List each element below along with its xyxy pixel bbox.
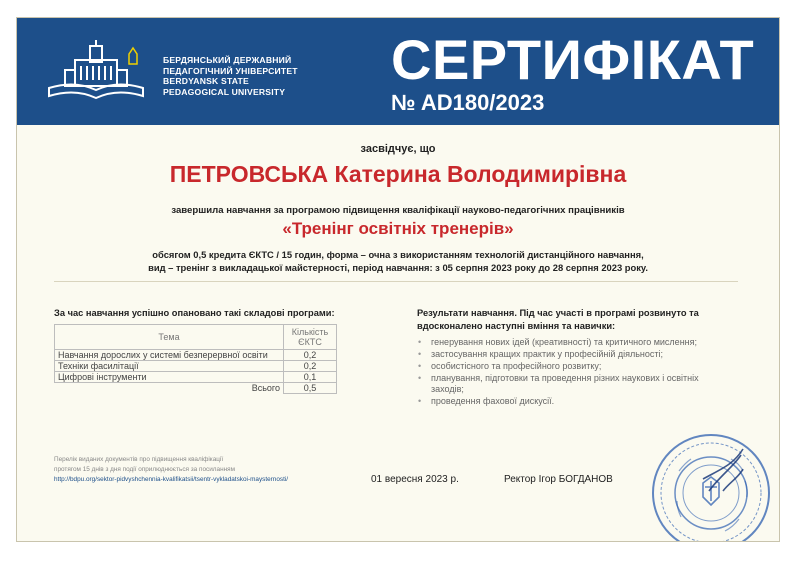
registry-note-line: протягом 15 днів з дня події оприлюднюється за посиланням bbox=[54, 466, 235, 473]
theme-cell: Навчання дорослих у системі безперервної освіти bbox=[55, 350, 284, 361]
theme-cell: Цифрові інструменти bbox=[55, 372, 284, 383]
university-name-line: БЕРДЯНСЬКИЙ ДЕРЖАВНИЙ bbox=[163, 55, 292, 65]
recipient-name: ПЕТРОВСЬКА Катерина Володимирівна bbox=[169, 161, 627, 187]
skills-list bbox=[417, 337, 732, 408]
theme-column-header: Тема bbox=[55, 325, 284, 350]
issue-date: 01 вересня 2023 р. bbox=[371, 474, 459, 485]
certificate-number: № AD180/2023 bbox=[391, 90, 545, 115]
list-item: • генерування нових ідей (креативності) та критичного мислення; bbox=[417, 337, 732, 348]
credits-column-header: Кількість ЄКТС bbox=[284, 325, 337, 350]
table-header-row bbox=[55, 325, 337, 350]
official-seal-stamp bbox=[649, 431, 773, 542]
table-row bbox=[55, 372, 337, 383]
theme-cell: Техніки фасилітації bbox=[55, 361, 284, 372]
credits-cell: 0,1 bbox=[284, 372, 337, 383]
program-components-table bbox=[54, 324, 337, 394]
rector-signature: Ректор Ігор БОГДАНОВ bbox=[504, 474, 613, 485]
program-details-line: обсягом 0,5 кредита ЄКТС / 15 годин, форма – очна з використанням технологій дистанційного навчання, bbox=[152, 249, 644, 260]
learning-results-title: Результати навчання. Під час участі в програмі розвинуто та вдосконалено наступні вміння та навички: bbox=[417, 308, 699, 331]
divider bbox=[54, 281, 738, 282]
credits-cell: 0,2 bbox=[284, 361, 337, 372]
university-name-line: ПЕДАГОГІЧНИЙ УНІВЕРСИТЕТ bbox=[163, 65, 298, 76]
program-details-line: вид – тренінг з викладацької майстерності, період навчання: з 05 серпня 2023 року до 28 серпня 2023 року. bbox=[148, 262, 648, 273]
registry-note bbox=[54, 455, 288, 485]
program-title: «Тренінг освітніх тренерів» bbox=[282, 219, 514, 238]
table-row bbox=[55, 361, 337, 372]
university-name-line: BERDYANSK STATE bbox=[163, 76, 249, 87]
university-name bbox=[163, 55, 298, 97]
list-item: • особистісного та професійного розвитку; bbox=[417, 361, 732, 372]
total-value: 0,5 bbox=[284, 383, 337, 394]
university-logo bbox=[45, 40, 147, 102]
table-row bbox=[55, 350, 337, 361]
table-total-row bbox=[55, 383, 337, 394]
registry-link[interactable]: http://bdpu.org/sektor-pidvyshchennia-kvalifikatsii/tsentr-vykladatskoi-maysternosti/ bbox=[54, 476, 289, 483]
completion-text: завершила навчання за програмою підвищення кваліфікації науково-педагогічних працівників bbox=[171, 205, 625, 216]
certificate bbox=[16, 17, 780, 542]
registry-note-line: Перелік виданих документів про підвищення кваліфікації bbox=[54, 456, 224, 463]
list-item: • застосування кращих практик у професійній діяльності; bbox=[417, 349, 732, 360]
total-label: Всього bbox=[55, 383, 284, 394]
list-item: • планування, підготовки та проведення різних наукових і освітніх заходів; bbox=[417, 373, 732, 395]
credits-cell: 0,2 bbox=[284, 350, 337, 361]
certificate-header bbox=[17, 18, 779, 125]
certifies-text: засвідчує, що bbox=[360, 143, 436, 155]
program-components-title: За час навчання успішно опановано такі складові програми: bbox=[54, 308, 335, 318]
program-details bbox=[17, 248, 779, 274]
certificate-title: СЕРТИФІКАТ bbox=[391, 28, 755, 91]
university-name-line: PEDAGOGICAL UNIVERSITY bbox=[163, 86, 286, 97]
list-item: • проведення фахової дискусії. bbox=[417, 396, 732, 407]
